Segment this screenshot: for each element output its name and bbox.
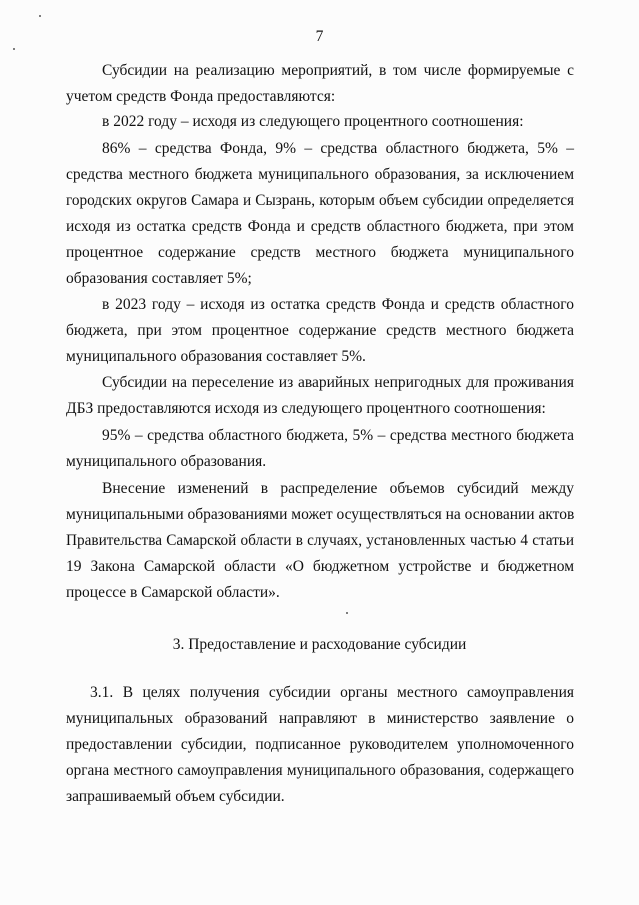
text-line: органа местного самоуправления муниципального образования, содержащего: [66, 762, 574, 779]
paragraph-subsidies-intro: [66, 58, 574, 110]
text-line: ДБЗ предоставляются исходя из следующего процентного соотношения:: [66, 400, 546, 417]
paragraph-resettlement: [66, 370, 574, 422]
scan-dot-mark: [13, 48, 15, 50]
page-number: 7: [315, 28, 324, 45]
section-heading: [0, 632, 639, 658]
text-line: в 2022 году – исходя из следующего процентного соотношения:: [102, 113, 524, 130]
text-line: исходя из остатка средств Фонда и средств областного бюджета, при этом: [66, 218, 574, 235]
text-line: учетом средств Фонда предоставляются:: [66, 88, 336, 105]
paragraph-percentages-2022: [66, 136, 574, 292]
text-line: бюджета, при этом процентное содержание средств местного бюджета: [66, 322, 574, 339]
text-line: в 2023 году – исходя из остатка средств Фонда и средств областного: [102, 296, 574, 313]
paragraph-amendments: [66, 476, 574, 606]
text-line: Субсидии на переселение из аварийных непригодных для проживания: [102, 374, 574, 391]
text-line: 86% – средства Фонда, 9% – средства областного бюджета, 5% –: [102, 140, 574, 157]
text-line: предоставлении субсидии, подписанное руководителем уполномоченного: [66, 736, 574, 753]
scan-dot-mark: [39, 15, 41, 17]
text-line: 3.1. В целях получения субсидии органы местного самоуправления: [90, 684, 574, 701]
paragraph-2023: [66, 292, 574, 370]
text-line: Внесение изменений в распределение объемов субсидий между: [102, 480, 574, 497]
paragraph-2022: [66, 109, 574, 135]
text-line: процентное содержание средств местного бюджета муниципального: [66, 244, 574, 261]
text-line: муниципальными образованиями может осуществляться на основании актов: [66, 506, 575, 523]
text-line: запрашиваемый объем субсидии.: [66, 788, 285, 805]
section-heading-text: 3. Предоставление и расходование субсидии: [172, 636, 467, 653]
text-line: муниципального образования составляет 5%.: [66, 348, 366, 365]
text-line: 95% – средства областного бюджета, 5% – средства местного бюджета: [102, 427, 574, 444]
text-line: 19 Закона Самарской области «О бюджетном устройстве и бюджетном: [66, 558, 574, 575]
scan-dot-mark: [346, 612, 348, 614]
paragraph-3-1: [66, 680, 574, 810]
text-line: процессе в Самарской области».: [66, 584, 280, 601]
text-line: образования составляет 5%;: [66, 270, 252, 287]
text-line: Правительства Самарской области в случаях, установленных частью 4 статьи: [66, 532, 574, 549]
text-line: муниципальных образований направляют в министерство заявление о: [66, 710, 574, 727]
text-line: Субсидии на реализацию мероприятий, в том числе формируемые с: [102, 62, 574, 79]
text-line: средства местного бюджета муниципального образования, за исключением: [66, 166, 574, 183]
text-line: городских округов Самара и Сызрань, которым объем субсидии определяется: [66, 192, 574, 209]
text-line: муниципального образования.: [66, 453, 267, 470]
paragraph-percentages-resettlement: [66, 423, 574, 475]
